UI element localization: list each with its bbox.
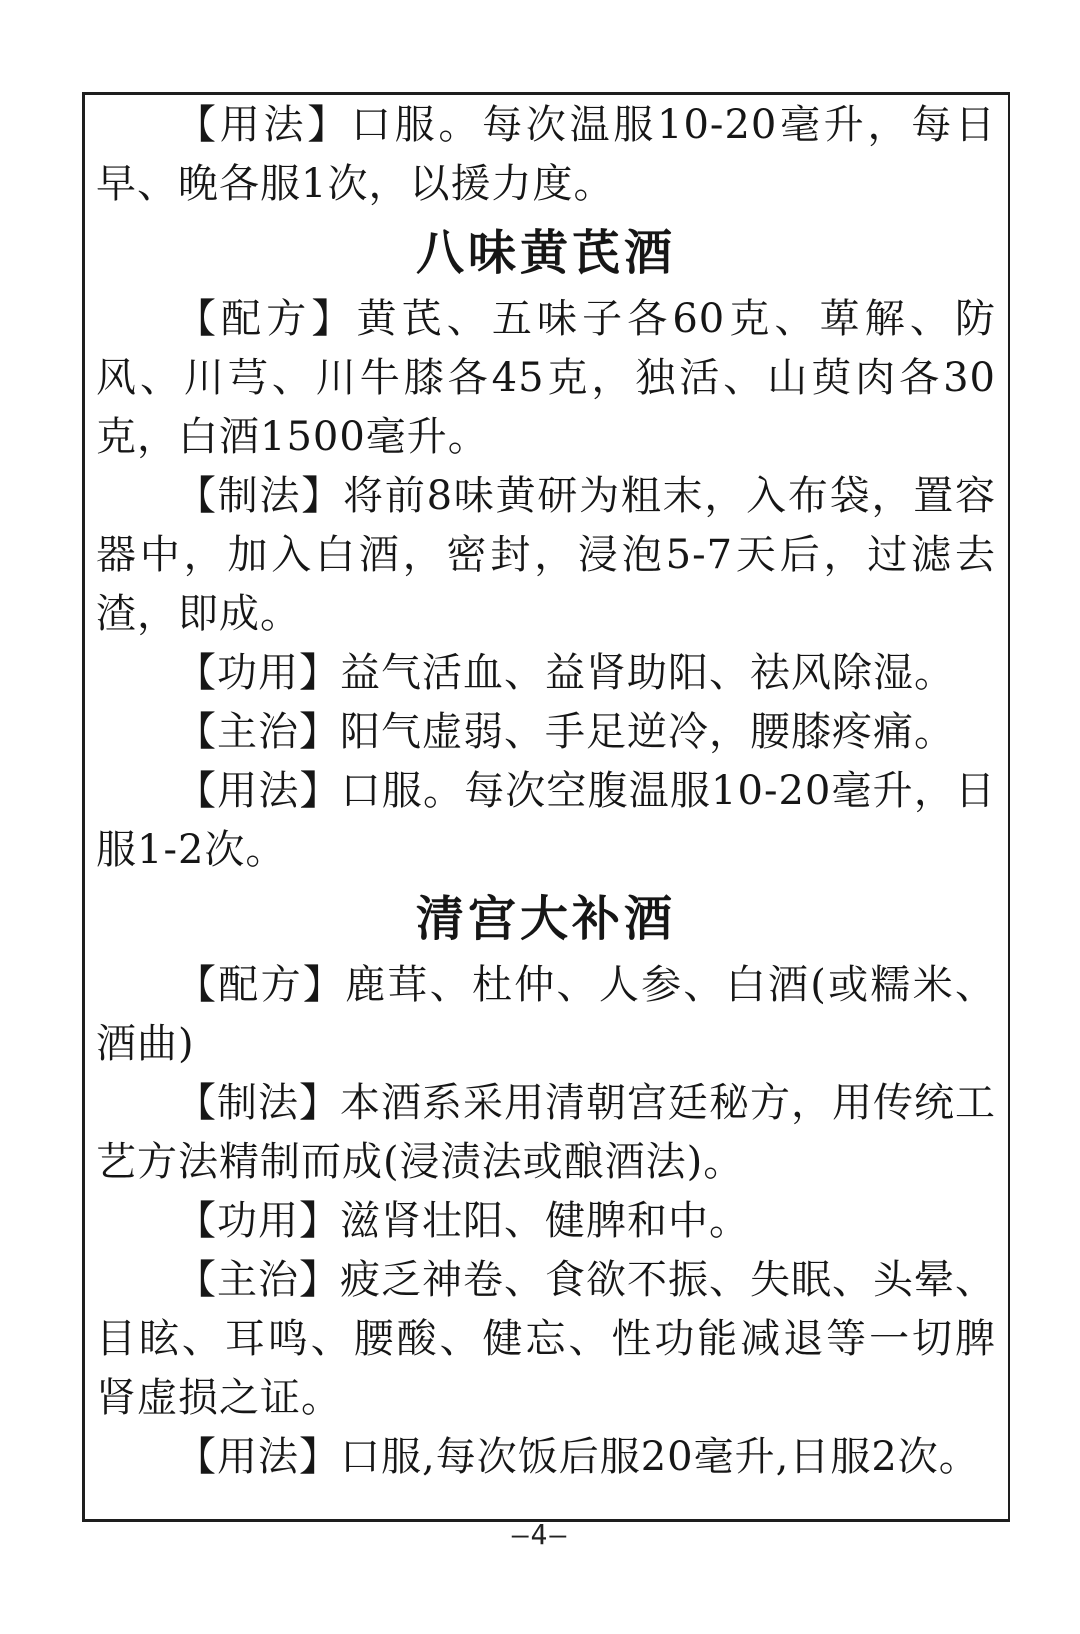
page-content [96,96,996,1487]
recipe2-function: 【功用】滋肾壮阳、健脾和中。 [176,1198,750,1244]
recipe2-method: 【制法】本酒系采用清朝宫廷秘方，用传统工艺方法精制而成(浸渍法或酿酒法)。 [96,1080,996,1185]
intro-usage-paragraph: 【用法】口服。每次温服10-20毫升，每日早、晚各服1次，以援力度。 [96,102,996,207]
recipe1-usage: 【用法】口服。每次空腹温服10-20毫升，日服1-2次。 [96,768,996,873]
recipe2-title: 清宫大补酒 [415,891,676,947]
recipe1-function: 【功用】益气活血、益肾助阳、祛风除湿。 [176,650,955,696]
recipe1-indication: 【主治】阳气虚弱、手足逆冷，腰膝疼痛。 [176,709,955,755]
recipe2-formula: 【配方】鹿茸、杜仲、人参、白酒(或糯米、酒曲) [96,962,996,1067]
recipe2-indication: 【主治】疲乏神卷、食欲不振、失眠、头晕、目眩、耳鸣、腰酸、健忘、性功能减退等一切脾肾虚损之证。 [96,1257,996,1421]
recipe2-usage: 【用法】口服,每次饭后服20毫升,日服2次。 [176,1434,980,1480]
recipe1-method: 【制法】将前8味黄研为粗末，入布袋，置容器中，加入白酒，密封，浸泡5-7天后，过滤去渣，即成。 [96,473,996,637]
page-number: —4— [511,1518,569,1551]
recipe1-formula: 【配方】黄芪、五味子各60克、萆解、防风、川芎、川牛膝各45克，独活、山萸肉各30克，白酒1500毫升。 [96,296,996,460]
recipe1-title: 八味黄芪酒 [415,225,676,281]
